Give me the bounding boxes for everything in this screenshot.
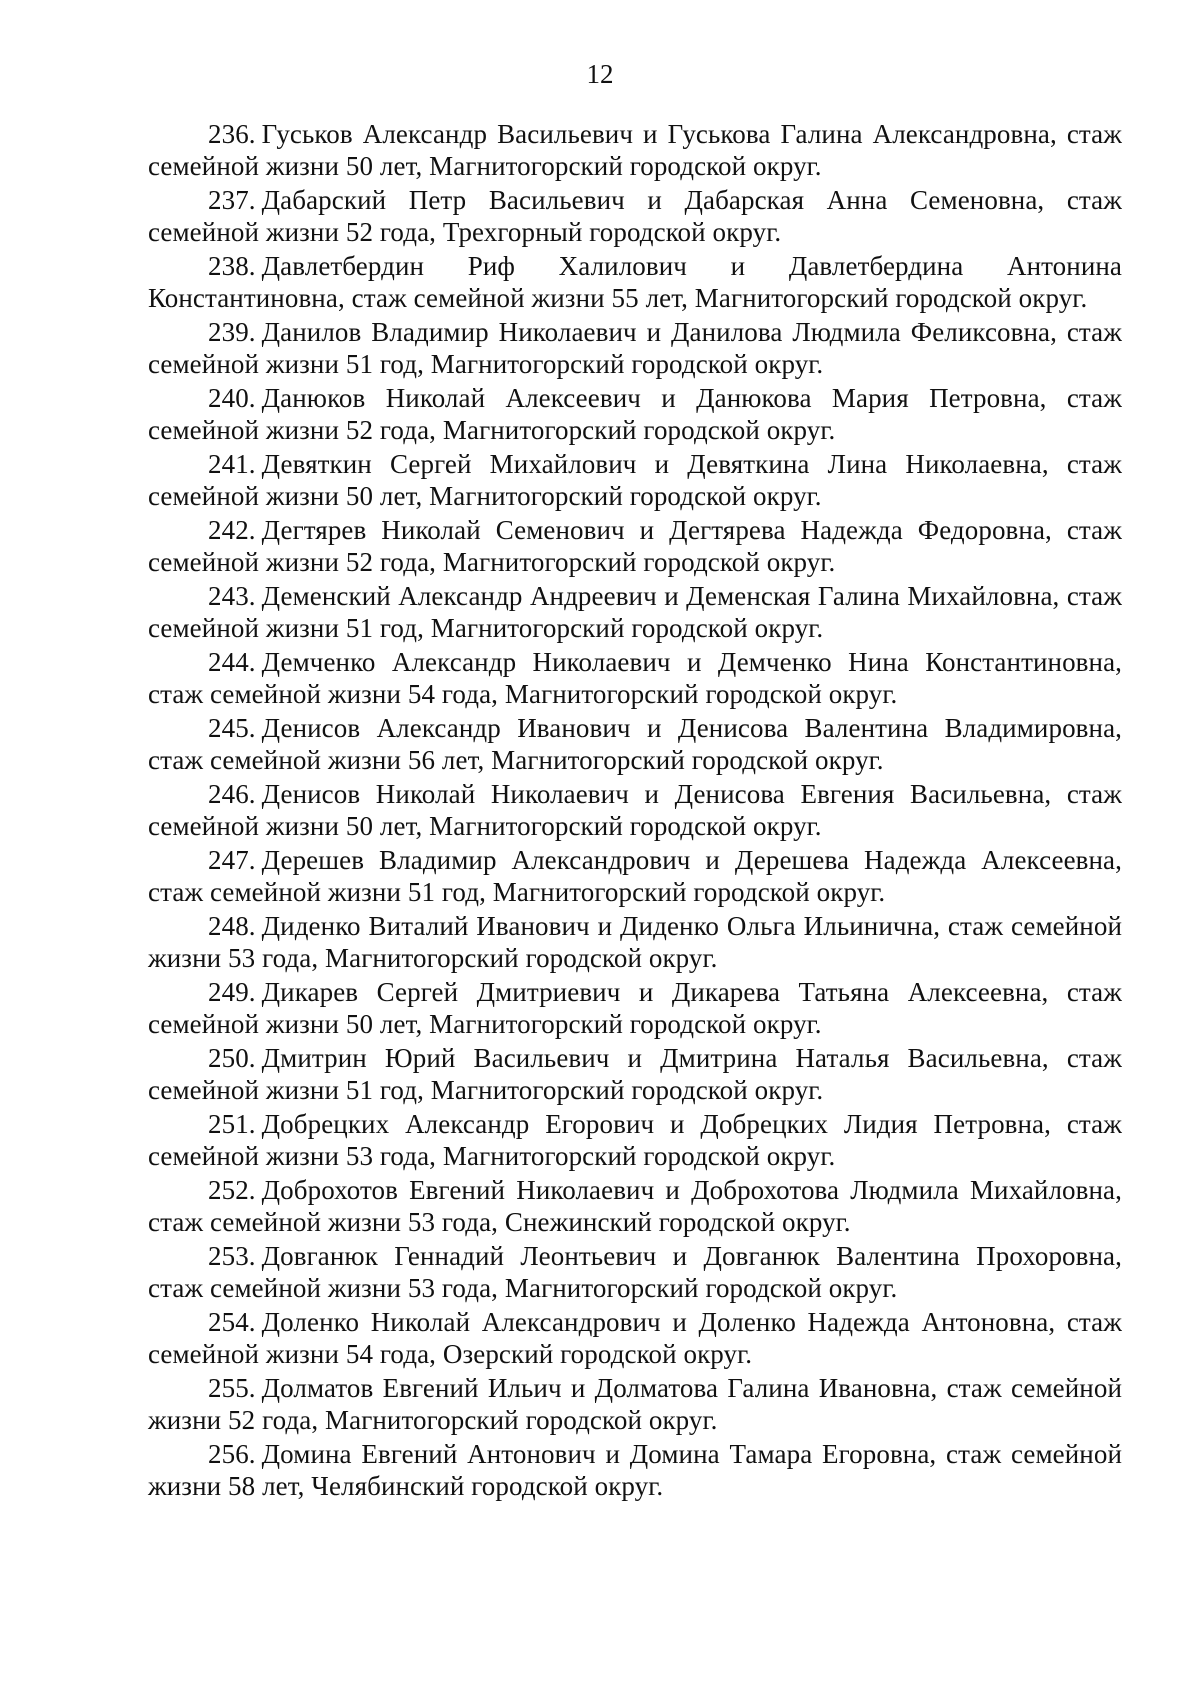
entry-text: Давлетбердин Риф Халилович и Давлетбердина Антонина Константиновна, стаж семейной жизни 55 лет, Магнитогорский городской округ.: [148, 251, 1122, 313]
list-item: [148, 514, 1122, 578]
entry-text: Дабарский Петр Васильевич и Дабарская Анна Семеновна, стаж семейной жизни 52 года, Трехгорный городской округ.: [148, 185, 1122, 247]
entry-number: 247.: [208, 845, 256, 875]
entry-number: 236.: [208, 119, 256, 149]
list-item: [148, 580, 1122, 644]
entry-text: Гуськов Александр Васильевич и Гуськова Галина Александровна, стаж семейной жизни 50 лет, Магнитогорский городской округ.: [148, 119, 1122, 181]
entry-number: 256.: [208, 1439, 256, 1469]
entry-number: 249.: [208, 977, 256, 1007]
entry-text: Денисов Николай Николаевич и Денисова Евгения Васильевна, стаж семейной жизни 50 лет, Магнитогорский городской округ.: [148, 779, 1122, 841]
entry-number: 245.: [208, 713, 256, 743]
entry-number: 250.: [208, 1043, 256, 1073]
entry-number: 244.: [208, 647, 256, 677]
list-item: [148, 646, 1122, 710]
entry-number: 238.: [208, 251, 256, 281]
entry-text: Денисов Александр Иванович и Денисова Валентина Владимировна, стаж семейной жизни 56 лет, Магнитогорский городской округ.: [148, 713, 1122, 775]
list-item: [148, 910, 1122, 974]
entry-list: [148, 118, 1122, 1504]
entry-number: 246.: [208, 779, 256, 809]
entry-text: Доленко Николай Александрович и Доленко Надежда Антоновна, стаж семейной жизни 54 года, Озерский городской округ.: [148, 1307, 1122, 1369]
entry-text: Данилов Владимир Николаевич и Данилова Людмила Феликсовна, стаж семейной жизни 51 год, Магнитогорский городской округ.: [148, 317, 1122, 379]
list-item: [148, 1108, 1122, 1172]
list-item: [148, 118, 1122, 182]
entry-text: Домина Евгений Антонович и Домина Тамара Егоровна, стаж семейной жизни 58 лет, Челябинский городской округ.: [148, 1439, 1122, 1501]
entry-number: 251.: [208, 1109, 256, 1139]
entry-number: 255.: [208, 1373, 256, 1403]
list-item: [148, 1042, 1122, 1106]
entry-text: Деменский Александр Андреевич и Деменская Галина Михайловна, стаж семейной жизни 51 год, Магнитогорский городской округ.: [148, 581, 1122, 643]
list-item: [148, 976, 1122, 1040]
list-item: [148, 382, 1122, 446]
list-item: [148, 448, 1122, 512]
list-item: [148, 1174, 1122, 1238]
entry-text: Диденко Виталий Иванович и Диденко Ольга Ильинична, стаж семейной жизни 53 года, Магнитогорский городской округ.: [148, 911, 1122, 973]
list-item: [148, 316, 1122, 380]
entry-text: Долматов Евгений Ильич и Долматова Галина Ивановна, стаж семейной жизни 52 года, Магнитогорский городской округ.: [148, 1373, 1122, 1435]
entry-text: Довганюк Геннадий Леонтьевич и Довганюк Валентина Прохоровна, стаж семейной жизни 53 года, Магнитогорский городской округ.: [148, 1241, 1122, 1303]
list-item: [148, 712, 1122, 776]
list-item: [148, 844, 1122, 908]
entry-number: 254.: [208, 1307, 256, 1337]
list-item: [148, 1438, 1122, 1502]
entry-text: Дегтярев Николай Семенович и Дегтярева Надежда Федоровна, стаж семейной жизни 52 года, Магнитогорский городской округ.: [148, 515, 1122, 577]
entry-text: Данюков Николай Алексеевич и Данюкова Мария Петровна, стаж семейной жизни 52 года, Магнитогорский городской округ.: [148, 383, 1122, 445]
entry-number: 248.: [208, 911, 256, 941]
entry-text: Дикарев Сергей Дмитриевич и Дикарева Татьяна Алексеевна, стаж семейной жизни 50 лет, Магнитогорский городской округ.: [148, 977, 1122, 1039]
list-item: [148, 1240, 1122, 1304]
list-item: [148, 184, 1122, 248]
entry-number: 241.: [208, 449, 256, 479]
entry-text: Дмитрин Юрий Васильевич и Дмитрина Наталья Васильевна, стаж семейной жизни 51 год, Магнитогорский городской округ.: [148, 1043, 1122, 1105]
entry-text: Девяткин Сергей Михайлович и Девяткина Лина Николаевна, стаж семейной жизни 50 лет, Магнитогорский городской округ.: [148, 449, 1122, 511]
list-item: [148, 1372, 1122, 1436]
entry-text: Дерешев Владимир Александрович и Дерешева Надежда Алексеевна, стаж семейной жизни 51 год, Магнитогорский городской округ.: [148, 845, 1122, 907]
entry-number: 243.: [208, 581, 256, 611]
entry-number: 239.: [208, 317, 256, 347]
entry-number: 237.: [208, 185, 256, 215]
page-number: 12: [586, 59, 614, 89]
entry-text: Добрецких Александр Егорович и Добрецких Лидия Петровна, стаж семейной жизни 53 года, Магнитогорский городской округ.: [148, 1109, 1122, 1171]
entry-number: 240.: [208, 383, 256, 413]
entry-number: 253.: [208, 1241, 256, 1271]
entry-text: Демченко Александр Николаевич и Демченко Нина Константиновна, стаж семейной жизни 54 года, Магнитогорский городской округ.: [148, 647, 1122, 709]
entry-text: Доброхотов Евгений Николаевич и Доброхотова Людмила Михайловна, стаж семейной жизни 53 года, Снежинский городской округ.: [148, 1175, 1122, 1237]
list-item: [148, 778, 1122, 842]
entry-number: 252.: [208, 1175, 256, 1205]
entry-number: 242.: [208, 515, 256, 545]
list-item: [148, 250, 1122, 314]
list-item: [148, 1306, 1122, 1370]
